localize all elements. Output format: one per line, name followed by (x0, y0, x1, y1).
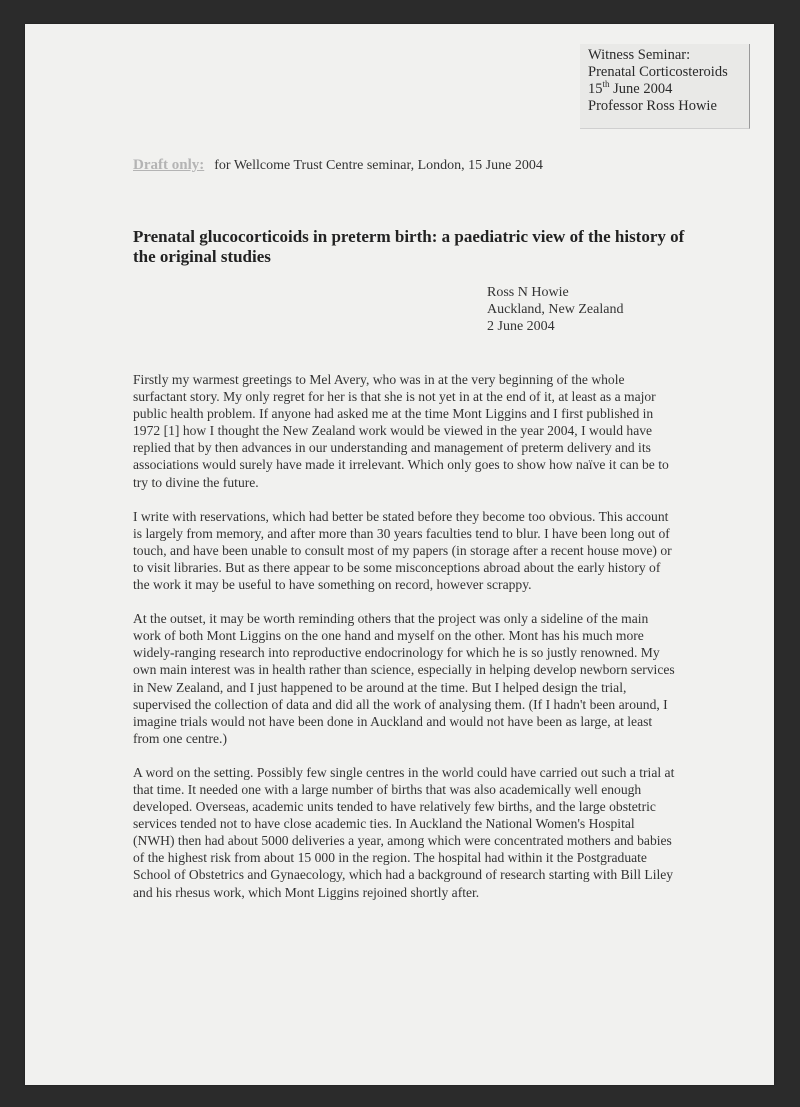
body-text (133, 371, 678, 918)
archive-label-date (588, 81, 749, 98)
paragraph: Firstly my warmest greetings to Mel Avery, who was in at the very beginning of the whole surfactant story. My only regret for her is that she is not yet in at the end of it, at least as a major public health problem. If anyone had asked me at the time Mont Liggins and I first published in 1972 [1] how I thought the New Zealand work would be viewed in the year 2004, I would have replied that by then advances in our understanding and management of preterm delivery and its associations would surely have made it irrelevant. Which only goes to show how naïve it can be to try to divine the future. (133, 372, 669, 490)
author-date: 2 June 2004 (487, 319, 555, 334)
draft-text: for Wellcome Trust Centre seminar, London, 15 June 2004 (214, 158, 543, 173)
archive-label-date-suffix: th (602, 79, 610, 90)
paragraph: I write with reservations, which had better be stated before they become too obvious. This account is largely from memory, and after more than 30 years faculties tend to blur. I have been long out of touch, and have been unable to consult most of my papers (in storage after a recent house move) or to visit libraries. But as there appear to be some misconceptions abroad about the early history of the work it may be useful to have something on record, however scrappy. (133, 508, 672, 593)
archive-label-line2: Prenatal Corticosteroids (588, 64, 728, 80)
author-location: Auckland, New Zealand (487, 302, 624, 317)
draft-notice (133, 157, 543, 174)
document-page (25, 24, 774, 1085)
archive-label-line1: Witness Seminar: (588, 47, 691, 63)
paragraph: At the outset, it may be worth reminding others that the project was only a sideline of the main work of both Mont Liggins on the one hand and myself on the other. Mont has his much more widely-ranging research into reproductive endocrinology for which he is so justly renowned. My own main interest was in health rather than science, especially in helping develop newborn services in New Zealand, and I just happened to be around at the time. But I helped design the trial, supervised the collection of data and did all the work of analysing them. (If I hadn't been around, I imagine trials would not have been done in Auckland and would not have been as large, at least from one centre.) (133, 611, 675, 746)
author-block (487, 284, 623, 335)
archive-label-date-rest: June 2004 (609, 81, 673, 97)
draft-label: Draft only: (133, 157, 205, 173)
document-title: Prenatal glucocorticoids in preterm birth: a paediatric view of the history of the original studies (133, 227, 685, 266)
archive-label (580, 44, 750, 129)
paragraph: A word on the setting. Possibly few single centres in the world could have carried out such a trial at that time. It needed one with a large number of births that was also academically well enough developed. Overseas, academic units tended to have relatively few births, and the large obstetric services tended not to have close academic ties. In Auckland the National Women's Hospital (NWH) then had about 5000 deliveries a year, among which were concentrated mothers and babies of the highest risk from about 15 000 in the region. The hospital had within it the Postgraduate School of Obstetrics and Gynaecology, which had a background of research starting with Bill Liley and his rhesus work, which Mont Liggins rejoined shortly after. (133, 764, 675, 900)
archive-label-line4: Professor Ross Howie (588, 98, 717, 114)
author-name: Ross N Howie (487, 285, 569, 300)
archive-label-date-day: 15 (588, 81, 603, 97)
